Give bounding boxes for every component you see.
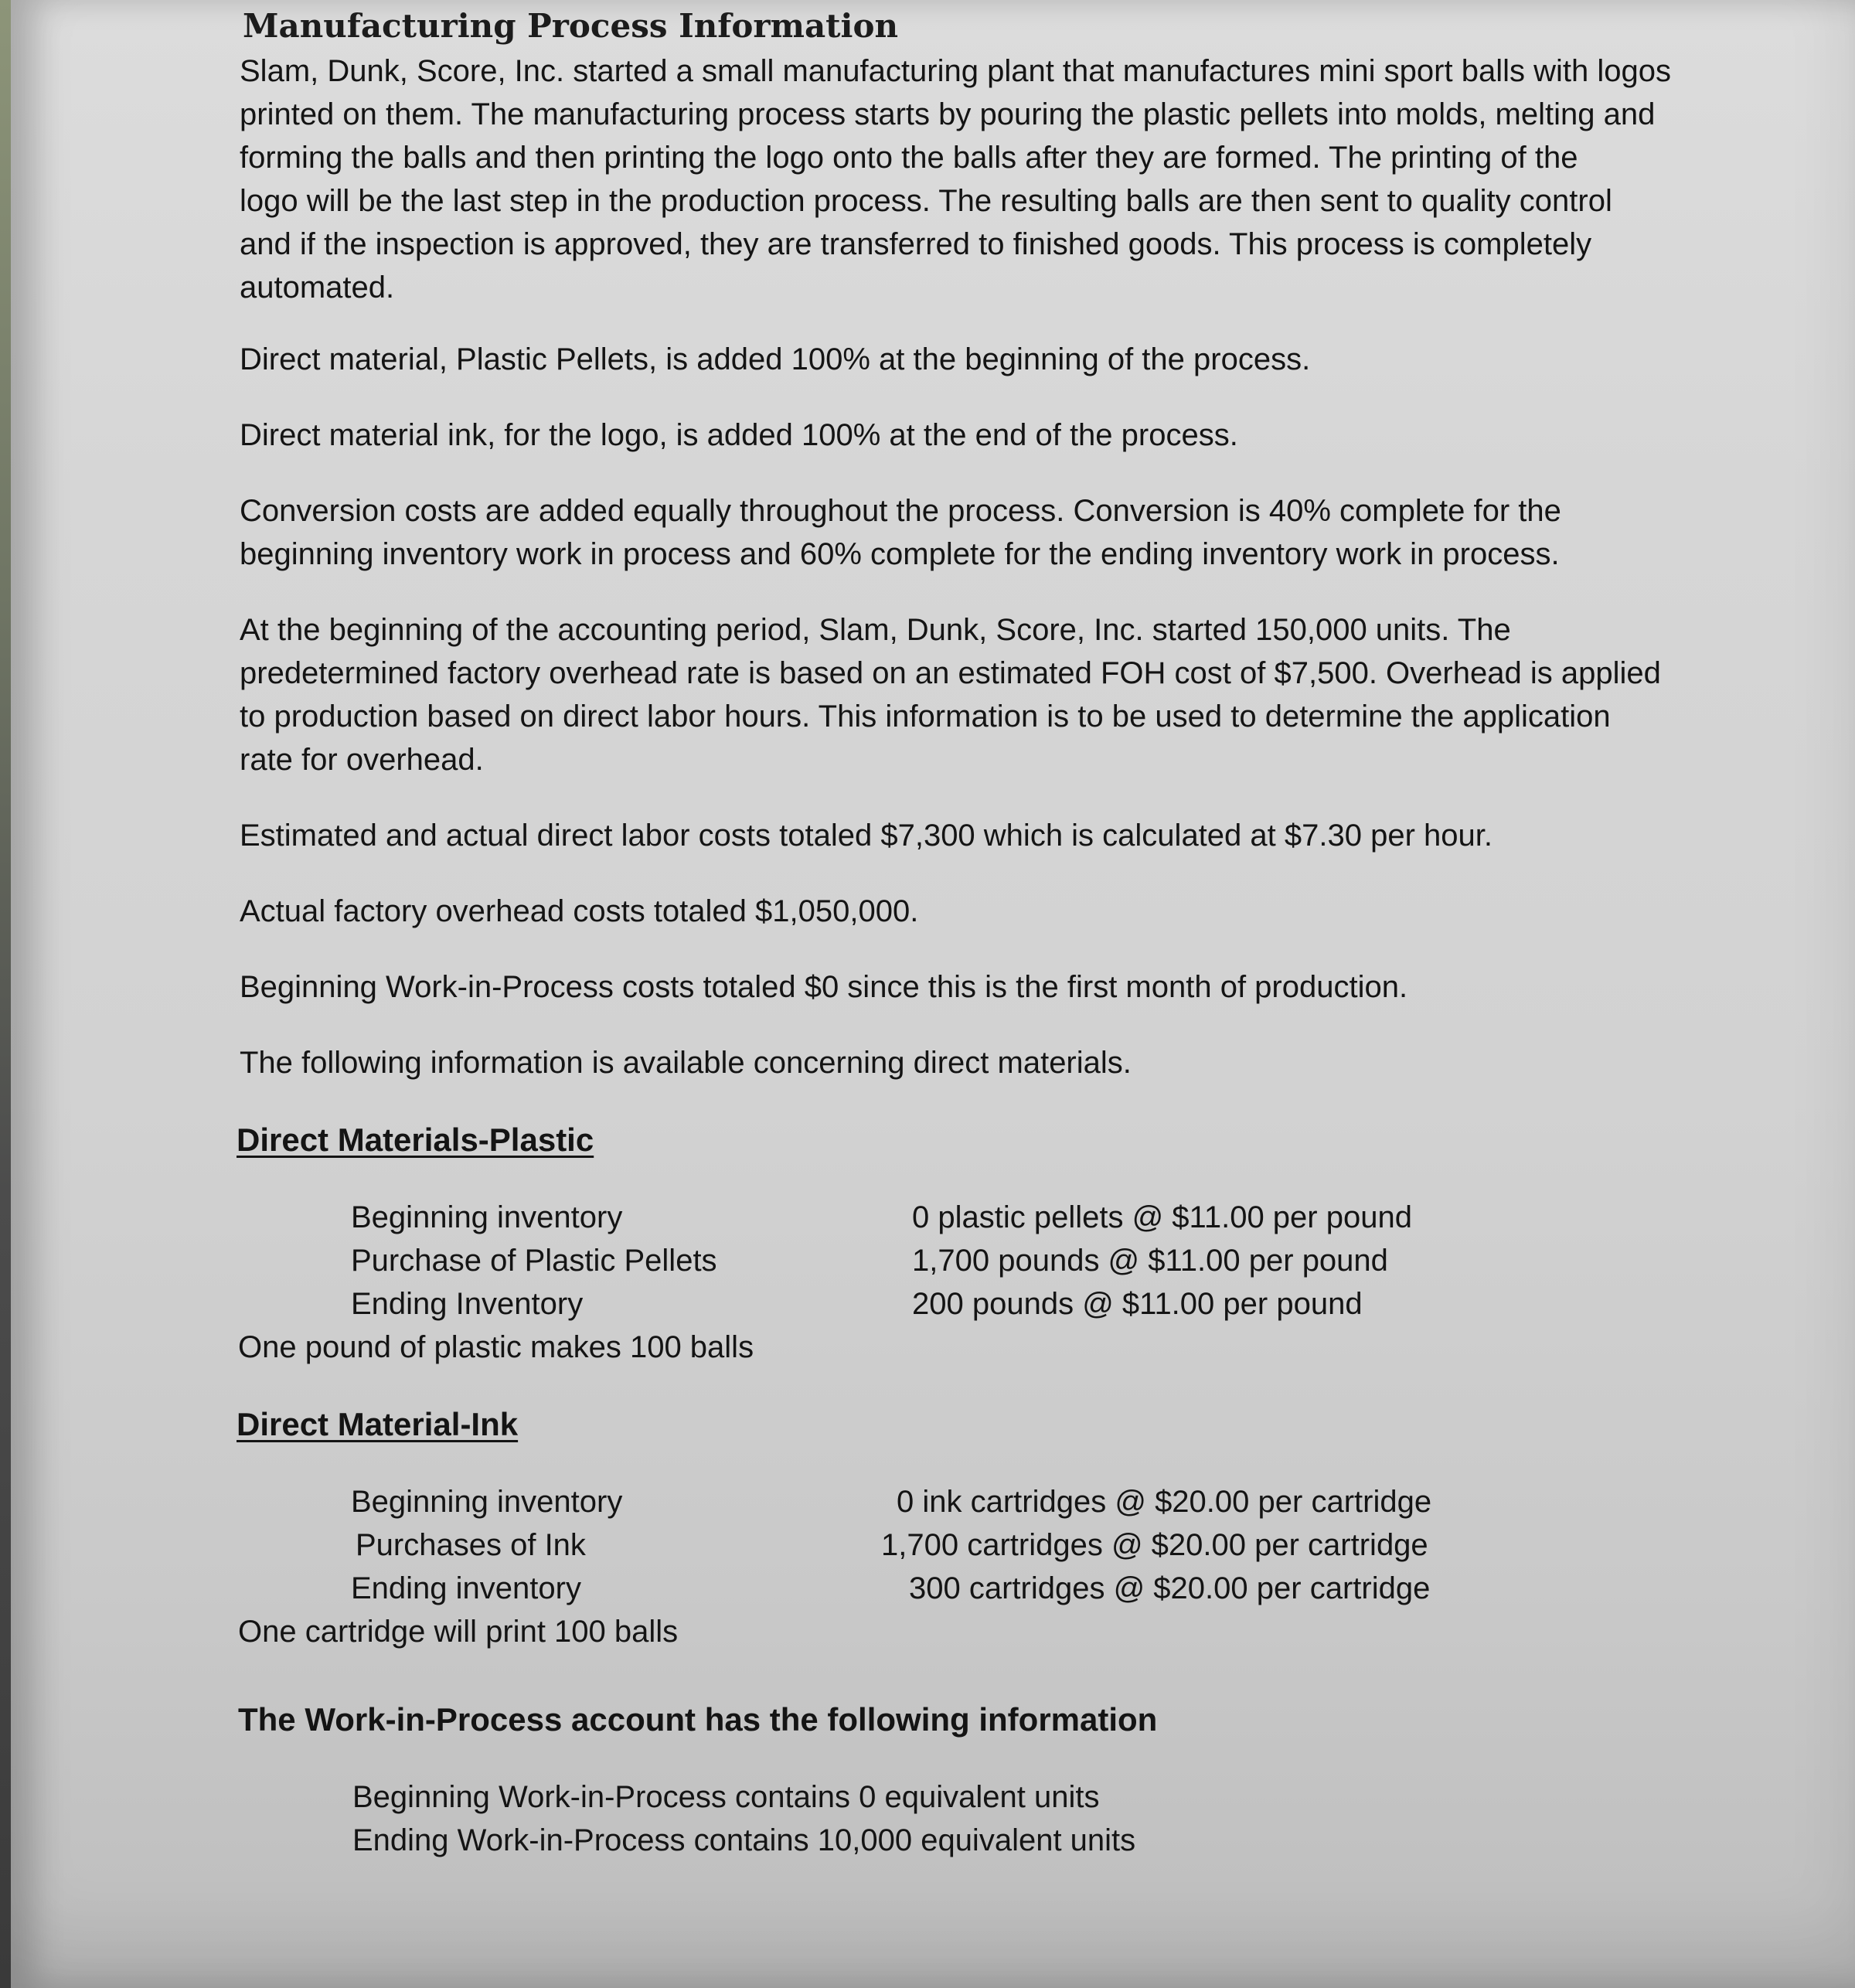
ink-row: [235, 1567, 1626, 1610]
plastic-row: [235, 1196, 1626, 1239]
ink-row-label: Ending inventory: [351, 1571, 581, 1605]
ink-note: One cartridge will print 100 balls: [238, 1615, 679, 1649]
intro-paragraph: [240, 49, 1778, 309]
labor-paragraph: Estimated and actual direct labor costs totaled $7,300 which is calculated at $7.30 per hour.: [240, 819, 1493, 853]
paper-sheet: [11, 0, 1855, 1988]
plastic-row-value: 0 plastic pellets @ $11.00 per pound: [912, 1200, 1412, 1234]
accounting-line: to production based on direct labor hours. This information is to be used to determine the application: [240, 700, 1611, 734]
plastic-row-label: Beginning inventory: [351, 1200, 623, 1234]
overhead-paragraph: Actual factory overhead costs totaled $1,050,000.: [240, 894, 919, 928]
plastic-heading: Direct Materials-Plastic: [237, 1122, 594, 1158]
accounting-line: predetermined factory overhead rate is based on an estimated FOH cost of $7,500. Overhead is applied: [240, 656, 1661, 690]
ink-heading: Direct Material-Ink: [237, 1406, 519, 1442]
wip-costs-paragraph: Beginning Work-in-Process costs totaled $0 since this is the first month of production.: [240, 970, 1408, 1004]
ink-row-label: Beginning inventory: [351, 1485, 623, 1519]
accounting-line: At the beginning of the accounting period, Slam, Dunk, Score, Inc. started 150,000 units. The: [240, 613, 1511, 647]
wip-line: Ending Work-in-Process contains 10,000 equivalent units: [352, 1823, 1136, 1857]
plastic-row: [235, 1282, 1626, 1326]
intro-line: forming the balls and then printing the logo onto the balls after they are formed. The printing of the: [240, 141, 1578, 175]
intro-line: logo will be the last step in the production process. The resulting balls are then sent to quality control: [240, 184, 1612, 218]
ink-row: [235, 1523, 1626, 1567]
intro-line: printed on them. The manufacturing process starts by pouring the plastic pellets into molds, melting and: [240, 97, 1656, 131]
materials-intro-paragraph: The following information is available concerning direct materials.: [240, 1046, 1132, 1080]
conversion-line: beginning inventory work in process and 60% complete for the ending inventory work in process.: [240, 537, 1560, 571]
document-title: Manufacturing Process Information: [243, 7, 899, 45]
plastic-row-label: Ending Inventory: [351, 1287, 584, 1321]
ink-row-value: 300 cartridges @ $20.00 per cartridge: [909, 1571, 1431, 1605]
intro-line: and if the inspection is approved, they are transferred to finished goods. This process is completely: [240, 227, 1592, 261]
conversion-paragraph: [240, 489, 1778, 576]
accounting-line: rate for overhead.: [240, 743, 484, 777]
plastic-added-paragraph: Direct material, Plastic Pellets, is added 100% at the beginning of the process.: [240, 342, 1311, 376]
ink-row: [235, 1480, 1626, 1523]
plastic-row-value: 1,700 pounds @ $11.00 per pound: [912, 1244, 1388, 1278]
plastic-row-label: Purchase of Plastic Pellets: [351, 1244, 717, 1278]
wip-line: Beginning Work-in-Process contains 0 equivalent units: [352, 1780, 1100, 1814]
intro-line: Slam, Dunk, Score, Inc. started a small manufacturing plant that manufactures mini sport balls with logos: [240, 54, 1671, 88]
ink-row-value: 1,700 cartridges @ $20.00 per cartridge: [881, 1528, 1428, 1562]
plastic-row-value: 200 pounds @ $11.00 per pound: [912, 1287, 1363, 1321]
accounting-paragraph: [240, 608, 1778, 781]
ink-row-value: 0 ink cartridges @ $20.00 per cartridge: [897, 1485, 1432, 1519]
plastic-note: One pound of plastic makes 100 balls: [238, 1330, 754, 1364]
ink-added-paragraph: Direct material ink, for the logo, is added 100% at the end of the process.: [240, 418, 1238, 452]
ink-row-label: Purchases of Ink: [356, 1528, 586, 1562]
intro-line: automated.: [240, 271, 395, 305]
plastic-row: [235, 1239, 1626, 1282]
wip-heading: The Work-in-Process account has the following information: [238, 1701, 1158, 1738]
conversion-line: Conversion costs are added equally throughout the process. Conversion is 40% complete for the: [240, 494, 1561, 528]
